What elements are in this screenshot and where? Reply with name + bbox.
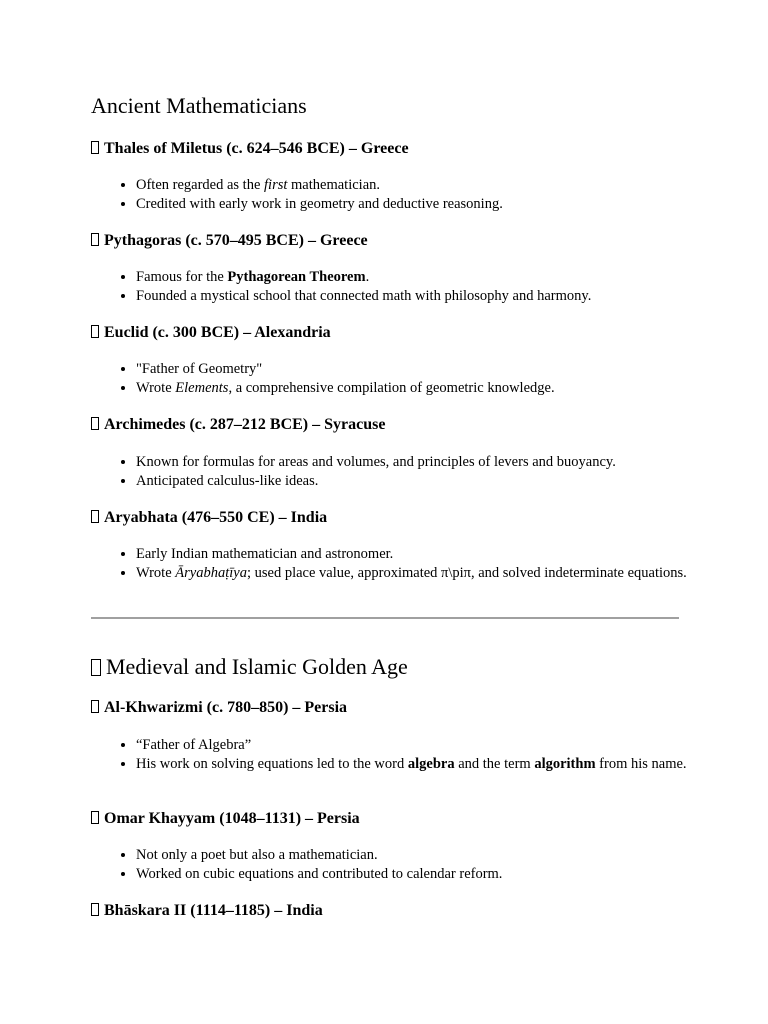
missing-glyph-icon bbox=[91, 417, 99, 430]
section-title-ancient: Ancient Mathematicians bbox=[91, 93, 307, 118]
list-item: • His work on solving equations led to the word algebra and the term algorithm from his name. bbox=[136, 755, 724, 774]
heading-omar-khayyam: Omar Khayyam (1048–1131) – Persia bbox=[91, 809, 679, 829]
list-item: • Worked on cubic equations and contributed to calendar reform. bbox=[136, 865, 724, 884]
heading-archimedes: Archimedes (c. 287–212 BCE) – Syracuse bbox=[91, 415, 679, 435]
missing-glyph-icon bbox=[91, 141, 99, 154]
list-thales bbox=[91, 176, 724, 213]
heading-thales: Thales of Miletus (c. 624–546 BCE) – Greece bbox=[91, 139, 679, 159]
section-title-medieval: Medieval and Islamic Golden Age bbox=[91, 654, 679, 680]
list-item: • Often regarded as the first mathematician. bbox=[136, 176, 724, 195]
list-item: • Famous for the Pythagorean Theorem. bbox=[136, 268, 724, 287]
heading-euclid: Euclid (c. 300 BCE) – Alexandria bbox=[91, 323, 679, 343]
list-item: • "Father of Geometry" bbox=[136, 360, 724, 379]
missing-glyph-icon bbox=[91, 811, 99, 824]
list-omar-khayyam bbox=[91, 846, 724, 883]
list-item: • Founded a mystical school that connected math with philosophy and harmony. bbox=[136, 287, 724, 306]
heading-al-khwarizmi: Al-Khwarizmi (c. 780–850) – Persia bbox=[91, 698, 679, 718]
list-item: • Early Indian mathematician and astronomer. bbox=[136, 545, 724, 564]
list-item: • “Father of Algebra” bbox=[136, 736, 724, 755]
section-divider bbox=[91, 617, 679, 619]
list-item: • Known for formulas for areas and volumes, and principles of levers and buoyancy. bbox=[136, 453, 724, 472]
list-pythagoras bbox=[91, 268, 724, 305]
list-item: • Wrote Āryabhaṭīya; used place value, approximated π\piπ, and solved indeterminate equations. bbox=[136, 564, 724, 583]
missing-glyph-icon bbox=[91, 700, 99, 713]
list-archimedes bbox=[91, 453, 724, 490]
missing-glyph-icon bbox=[91, 659, 101, 676]
missing-glyph-icon bbox=[91, 325, 99, 338]
list-item: • Not only a poet but also a mathematician. bbox=[136, 846, 724, 865]
missing-glyph-icon bbox=[91, 233, 99, 246]
heading-aryabhata: Aryabhata (476–550 CE) – India bbox=[91, 508, 679, 528]
heading-bhaskara: Bhāskara II (1114–1185) – India bbox=[91, 901, 679, 921]
list-al-khwarizmi bbox=[91, 736, 724, 773]
list-item: • Anticipated calculus-like ideas. bbox=[136, 472, 724, 491]
heading-pythagoras: Pythagoras (c. 570–495 BCE) – Greece bbox=[91, 231, 679, 251]
missing-glyph-icon bbox=[91, 903, 99, 916]
missing-glyph-icon bbox=[91, 510, 99, 523]
list-aryabhata bbox=[91, 545, 724, 582]
list-item: • Wrote Elements, a comprehensive compilation of geometric knowledge. bbox=[136, 379, 724, 398]
list-item: • Credited with early work in geometry and deductive reasoning. bbox=[136, 195, 724, 214]
list-euclid bbox=[91, 360, 724, 397]
